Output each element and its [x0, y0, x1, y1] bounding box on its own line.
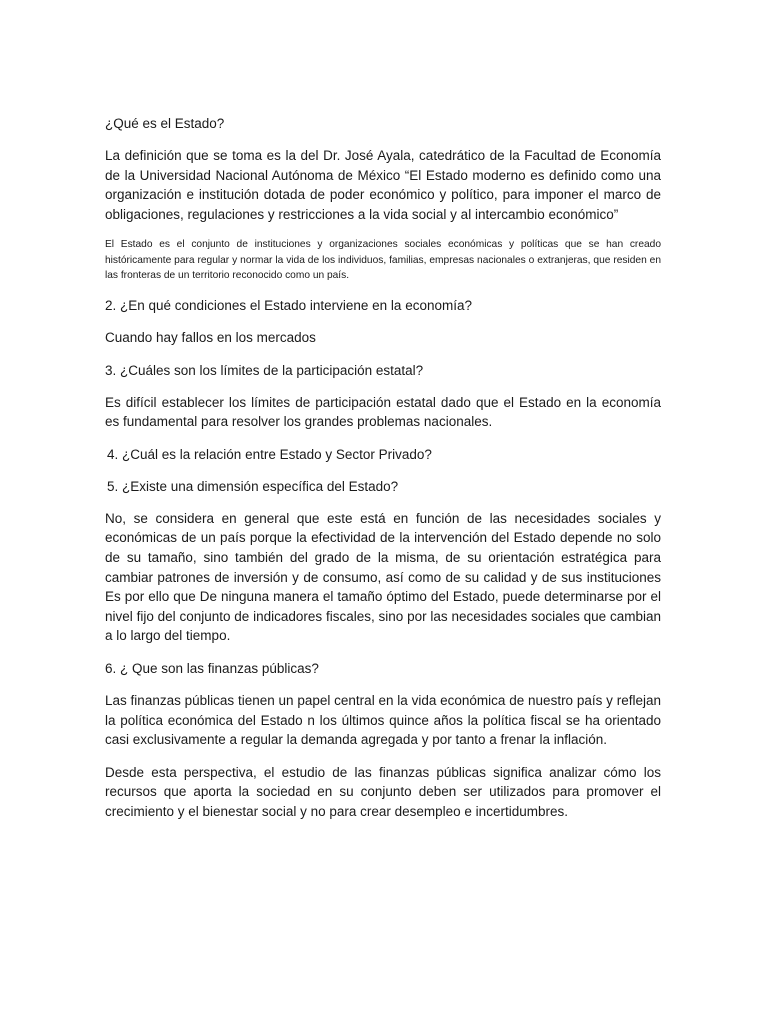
- paragraph-estado-conjunto: El Estado es el conjunto de instituciones y organizaciones sociales económicas y políticas que se han creado históricamente para regular y normar la vida de los individuos, familias, empresas nacionales o extranjeras, que residen en las fronteras de un territorio reconocido como un país.: [105, 239, 661, 281]
- document-page: [105, 114, 661, 834]
- question-3: 3. ¿Cuáles son los límites de la participación estatal?: [105, 362, 424, 378]
- answer-6a: Las finanzas públicas tienen un papel central en la vida económica de nuestro país y reflejan la política económica del Estado n los últimos quince años la política fiscal se ha orientado casi exclusivamente a regular la demanda agregada y por tanto a frenar la inflación.: [105, 692, 661, 748]
- question-4: 4. ¿Cuál es la relación entre Estado y Sector Privado?: [107, 446, 432, 462]
- answer-2: Cuando hay fallos en los mercados: [105, 329, 316, 345]
- answer-6b: Desde esta perspectiva, el estudio de las finanzas públicas significa analizar cómo los recursos que aporta la sociedad en su conjunto deben ser utilizados para promover el crecimiento y el bienestar social y no para crear desempleo e incertidumbres.: [105, 764, 661, 819]
- answer-5: No, se considera en general que este está en función de las necesidades sociales y económicas de un país porque la efectividad de la intervención del Estado depende no solo de su tamaño, sino también del grado de la misma, de su orientación estratégica para cambiar patrones de inversión y de consumo, así como de su calidad y de sus instituciones Es por ello que De ninguna manera el tamaño óptimo del Estado, puede determinarse por el nivel fijo del conjunto de indicadores fiscales, sino por las necesidades sociales que cambian a lo largo del tiempo.: [105, 510, 661, 644]
- question-6: 6. ¿ Que son las finanzas públicas?: [105, 660, 319, 676]
- question-5: 5. ¿Existe una dimensión específica del Estado?: [107, 478, 399, 494]
- question-2: 2. ¿En qué condiciones el Estado interviene en la economía?: [105, 297, 472, 313]
- heading-que-es-el-estado: ¿Qué es el Estado?: [105, 116, 225, 131]
- answer-3: Es difícil establecer los límites de participación estatal dado que el Estado en la economía es fundamental para resolver los grandes problemas nacionales.: [105, 394, 661, 430]
- paragraph-definicion: La definición que se toma es la del Dr. José Ayala, catedrático de la Facultad de Economía de la Universidad Nacional Autónoma de México “El Estado moderno es definido como una organización e institución dotada de poder económico y político, para imponer el marco de obligaciones, regulaciones y restricciones a la vida social y al intercambio económico”: [105, 148, 661, 222]
